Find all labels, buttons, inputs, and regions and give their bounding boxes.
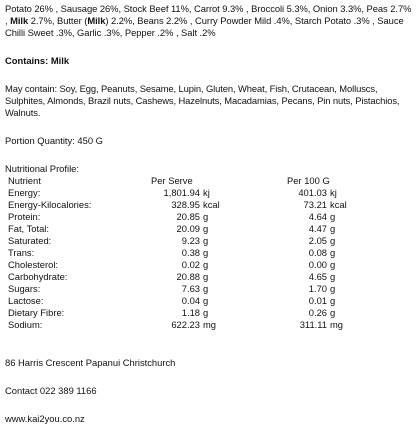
header-per-serve: Per Serve: [151, 175, 193, 186]
per-100g-unit: g: [330, 247, 336, 258]
table-row: [5, 211, 347, 223]
per-serve-unit: g: [203, 295, 209, 306]
per-100g-value: 73.21: [303, 199, 327, 210]
nutrient-name: Fat, Total:: [8, 223, 49, 234]
per-serve-unit: kcal: [203, 199, 220, 210]
per-100g-unit: kcal: [330, 199, 347, 210]
nutrient-name: Energy-Kilocalories:: [8, 199, 92, 210]
per-100g-unit: kj: [330, 187, 337, 198]
contact-phone: Contact 022 389 1166: [5, 385, 97, 396]
table-row: [5, 307, 347, 319]
ingredients-list: [5, 3, 413, 39]
per-serve-value: 622.23: [171, 319, 200, 330]
table-row: [5, 271, 347, 283]
nutrient-name: Trans:: [8, 247, 35, 258]
per-serve-value: 328.95: [171, 199, 200, 210]
header-per-100g: Per 100 G: [287, 175, 330, 186]
nutrient-name: Carbohydrate:: [8, 271, 68, 282]
nutrient-name: Sugars:: [8, 283, 41, 294]
per-serve-value: 1.18: [181, 307, 200, 318]
per-serve-value: 20.88: [176, 271, 200, 282]
nutrient-name: Cholesterol:: [8, 259, 59, 270]
per-serve-value: 20.09: [176, 223, 200, 234]
per-serve-unit: g: [203, 307, 209, 318]
per-100g-value: 0.00: [308, 259, 327, 270]
website-link[interactable]: www.kai2you.co.nz: [5, 413, 85, 424]
table-row: [5, 235, 347, 247]
portion-quantity: Portion Quantity: 450 G: [5, 135, 103, 146]
ingredient-allergen-bold: Milk: [10, 15, 29, 26]
per-serve-value: 0.04: [181, 295, 200, 306]
contains-allergens: Contains: Milk: [5, 55, 70, 66]
per-100g-unit: g: [330, 259, 336, 270]
nutrient-name: Sodium:: [8, 319, 43, 330]
nutrient-name: Dietary Fibre:: [8, 307, 65, 318]
nutrient-name: Saturated:: [8, 235, 52, 246]
per-serve-value: 9.23: [181, 235, 200, 246]
nutrition-table: [5, 175, 347, 331]
per-serve-unit: g: [203, 223, 209, 234]
per-100g-value: 1.70: [308, 283, 327, 294]
ingredient-segment: ) 2.2%, Beans 2.2% , Curry Powder Mild .4%, Starch Potato .3% , Sauce Chilli Sweet .3%, Garlic .3%, Pepper .2% , Salt .2%: [5, 15, 404, 38]
may-contain-allergens: May contain: Soy, Egg, Peanuts, Sesame, Lupin, Gluten, Wheat, Fish, Crutacean, Molluscs, Sulphites, Almonds, Brazil nuts, Cashews, Hazelnuts, Macadamias, Pecans, Pin nuts, Pistachios, Walnuts.: [5, 83, 400, 118]
table-row: [5, 223, 347, 235]
per-serve-unit: g: [203, 283, 209, 294]
table-row: [5, 247, 347, 259]
per-100g-value: 2.05: [308, 235, 327, 246]
ingredient-allergen-bold: Milk: [87, 15, 106, 26]
nutrition-table-header: [5, 175, 347, 187]
per-100g-value: 0.26: [308, 307, 327, 318]
ingredient-segment: Potato 26% , Sausage 26%, Stock Beef 11%, Carrot 9.3% , Broccoli 5.3%, Onion 3.3%, Peas 2.7% ,: [5, 3, 412, 26]
table-row: [5, 259, 347, 271]
label-document: [5, 3, 413, 425]
header-nutrient: Nutrient: [8, 175, 41, 186]
per-100g-value: 4.65: [308, 271, 327, 282]
ingredient-segment: 2.7%, Butter (: [28, 15, 88, 26]
per-100g-value: 401.03: [298, 187, 327, 198]
per-100g-unit: g: [330, 211, 336, 222]
per-serve-value: 7.63: [181, 283, 200, 294]
nutritional-profile-title: Nutritional Profile:: [5, 163, 79, 174]
per-serve-unit: kj: [203, 187, 210, 198]
table-row: [5, 283, 347, 295]
per-100g-unit: g: [330, 295, 336, 306]
nutrient-name: Energy:: [8, 187, 41, 198]
per-serve-value: 0.38: [181, 247, 200, 258]
per-serve-unit: mg: [203, 319, 217, 330]
per-serve-unit: g: [203, 271, 209, 282]
per-100g-value: 0.08: [308, 247, 327, 258]
per-100g-unit: g: [330, 283, 336, 294]
per-100g-unit: g: [330, 223, 336, 234]
per-100g-value: 0.01: [308, 295, 327, 306]
per-100g-value: 4.47: [308, 223, 327, 234]
per-serve-value: 20.85: [176, 211, 200, 222]
table-row: [5, 187, 347, 199]
per-100g-unit: g: [330, 307, 336, 318]
per-serve-value: 1,801.94: [163, 187, 200, 198]
per-serve-unit: g: [203, 247, 209, 258]
table-row: [5, 199, 347, 211]
per-100g-value: 311.11: [299, 319, 327, 330]
per-serve-unit: g: [203, 259, 209, 270]
per-serve-value: 0.02: [181, 259, 200, 270]
nutrient-name: Lactose:: [8, 295, 44, 306]
nutrient-name: Protein:: [8, 211, 41, 222]
per-serve-unit: g: [203, 235, 209, 246]
table-row: [5, 319, 347, 331]
per-100g-unit: g: [330, 235, 336, 246]
per-serve-unit: g: [203, 211, 209, 222]
per-100g-unit: mg: [330, 319, 344, 330]
per-100g-unit: g: [330, 271, 336, 282]
table-row: [5, 295, 347, 307]
per-100g-value: 4.64: [308, 211, 327, 222]
address: 86 Harris Crescent Papanui Christchurch: [5, 357, 176, 368]
